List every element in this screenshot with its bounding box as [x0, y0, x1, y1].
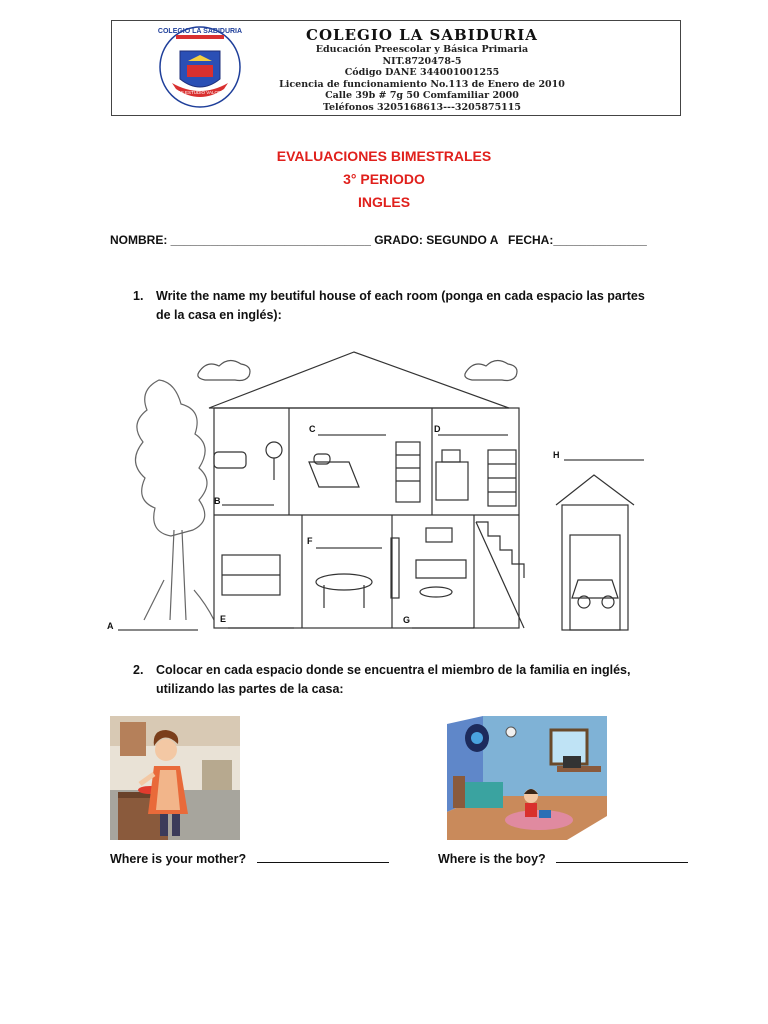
- room-label-g: G: [403, 615, 411, 625]
- question-2-number: 2.: [133, 663, 144, 677]
- tree-drawing: [135, 380, 214, 620]
- boy-answer-blank[interactable]: [556, 849, 688, 863]
- school-nit: NIT.8720478-5: [382, 55, 462, 67]
- question-1-line-1: Write the name my beutiful house of each room (ponga en cada espacio las partes: [156, 289, 645, 303]
- mother-question: [110, 849, 389, 866]
- exam-titles: [0, 145, 768, 214]
- school-phones: Teléfonos 3205168613---3205875115: [322, 101, 522, 113]
- room-label-a: A: [107, 621, 114, 631]
- mother-question-text: Where is your mother?: [110, 852, 247, 866]
- question-1-line-2: de la casa en inglés):: [156, 308, 282, 322]
- main-house: [209, 352, 524, 628]
- mother-answer-blank[interactable]: [257, 849, 389, 863]
- room-label-b: B: [214, 496, 221, 506]
- boy-question-text: Where is the boy?: [438, 852, 546, 866]
- exam-subject: INGLES: [357, 194, 411, 210]
- school-name: COLEGIO LA SABIDURIA: [306, 26, 538, 44]
- logo-ring-text: COLEGIO LA SABIDURIA: [157, 28, 243, 35]
- room-label-d: D: [434, 424, 441, 434]
- question-2: [133, 661, 693, 701]
- room-label-e: E: [220, 614, 227, 624]
- question-2-line-2: utilizando las partes de la casa:: [156, 682, 344, 696]
- question-1: [133, 287, 673, 327]
- school-dane-code: Código DANE 344001001255: [344, 67, 500, 78]
- school-level: Educación Preescolar y Básica Primaria: [315, 44, 529, 55]
- question-1-number: 1.: [133, 289, 144, 303]
- room-label-f: F: [307, 536, 313, 546]
- exam-period: 3° PERIODO: [343, 171, 425, 187]
- house-rooms-illustration: [104, 350, 650, 640]
- room-label-c: C: [309, 424, 316, 434]
- school-header: [111, 20, 681, 116]
- school-info: [252, 27, 592, 113]
- school-license: Licencia de funcionamiento No.113 de Enero de 2010: [279, 78, 565, 90]
- school-crest-logo: [150, 23, 250, 111]
- school-address: Calle 39b # 7g 50 Comfamiliar 2000: [325, 90, 519, 101]
- student-info-fields: NOMBRE: ______________________________ GRADO: SEGUNDO A FECHA:______________: [110, 233, 647, 247]
- mother-cooking-picture: [110, 716, 240, 840]
- exam-title: EVALUACIONES BIMESTRALES: [276, 148, 492, 164]
- boy-question: [438, 849, 688, 866]
- room-label-h: H: [553, 450, 560, 460]
- logo-banner-text: DIOS ESTUDIO VALORES: [172, 90, 228, 95]
- question-2-line-1: Colocar en cada espacio donde se encuentra el miembro de la familia en inglés,: [156, 663, 631, 677]
- garage-drawing: [556, 475, 634, 630]
- boy-bedroom-picture: [447, 716, 607, 840]
